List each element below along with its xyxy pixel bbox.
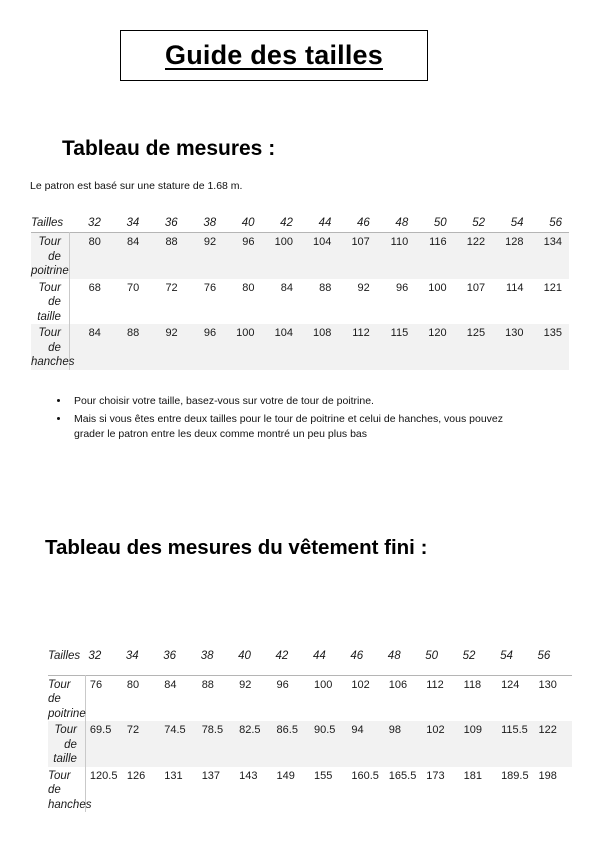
header-size-34: 34 <box>126 217 140 229</box>
finished-garment-table <box>48 650 572 812</box>
cell-hanches-42: 149 <box>276 769 295 782</box>
table-row <box>48 767 572 813</box>
measurements-table <box>31 217 569 370</box>
cell-hanches-50: 173 <box>426 769 445 782</box>
cell-poitrine-48: 110 <box>390 236 409 248</box>
header-size-44: 44 <box>318 217 332 229</box>
cell-taille-38: 78.5 <box>201 724 224 736</box>
header-size-32: 32 <box>88 217 101 229</box>
header-size-34: 34 <box>125 650 139 662</box>
cell-hanches-36: 131 <box>164 769 183 782</box>
cell-taille-34: 72 <box>126 724 140 736</box>
header-size-52: 52 <box>472 217 486 229</box>
cell-poitrine-40: 92 <box>239 678 252 691</box>
cell-poitrine-54: 124 <box>501 678 520 691</box>
cell-taille-38: 76 <box>203 281 217 294</box>
cell-taille-44: 88 <box>319 281 332 294</box>
cell-taille-54: 115.5 <box>501 724 528 736</box>
cell-poitrine-36: 88 <box>165 236 178 248</box>
cell-hanches-44: 108 <box>313 327 332 339</box>
cell-taille-56: 121 <box>543 281 562 294</box>
cell-hanches-54: 130 <box>505 327 524 339</box>
list-item: • Pour choisir votre taille, basez-vous sur votre de tour de poitrine. <box>70 394 525 410</box>
measurements-table-head <box>31 217 569 233</box>
cell-taille-54: 114 <box>505 281 524 294</box>
header-size-48: 48 <box>395 217 409 229</box>
cell-hanches-34: 88 <box>127 327 140 339</box>
cell-hanches-38: 96 <box>203 327 217 339</box>
header-size-54: 54 <box>510 217 524 229</box>
cell-taille-42: 86.5 <box>276 724 298 736</box>
header-size-48: 48 <box>387 650 401 662</box>
cell-poitrine-46: 107 <box>351 236 370 248</box>
cell-poitrine-38: 92 <box>203 236 217 248</box>
cell-hanches-44: 155 <box>313 769 333 782</box>
document-title-box <box>120 30 428 81</box>
cell-poitrine-56: 130 <box>538 678 557 691</box>
row-label-poitrine: Tour de poitrine <box>48 675 85 721</box>
header-size-56: 56 <box>549 217 562 229</box>
cell-poitrine-54: 128 <box>505 236 524 248</box>
row-label-hanches: Tour de hanches <box>31 324 69 370</box>
cell-hanches-50: 120 <box>428 327 447 339</box>
cell-hanches-36: 92 <box>165 327 178 339</box>
table-row <box>31 324 569 370</box>
header-size-36: 36 <box>163 650 177 662</box>
cell-taille-32: 68 <box>88 281 101 294</box>
cell-hanches-40: 143 <box>239 769 258 782</box>
table-row <box>48 675 572 721</box>
list-item: • Mais si vous êtes entre deux tailles pour le tour de poitrine et celui de hanches, vous pouvez grader le patron entre les deux comme montré un peu plus bas <box>70 412 525 443</box>
header-size-42: 42 <box>280 217 293 229</box>
header-size-54: 54 <box>500 650 513 662</box>
section-heading-measurements: Tableau de mesures : <box>62 137 276 160</box>
page-title: Guide des tailles <box>165 40 383 70</box>
table-header-row <box>48 650 572 675</box>
cell-poitrine-42: 96 <box>276 678 289 691</box>
cell-poitrine-52: 118 <box>463 678 482 691</box>
cell-taille-56: 122 <box>538 724 557 736</box>
cell-hanches-42: 104 <box>274 327 293 339</box>
cell-poitrine-38: 88 <box>201 678 214 691</box>
header-size-56: 56 <box>537 650 551 662</box>
cell-taille-52: 109 <box>463 724 482 736</box>
intro-stature-note: Le patron est basé sur une stature de 1.68 m. <box>30 180 243 192</box>
cell-taille-36: 74.5 <box>164 724 186 736</box>
measurements-table-body <box>31 233 569 370</box>
header-size-46: 46 <box>350 650 364 662</box>
cell-taille-48: 98 <box>388 724 402 736</box>
cell-taille-52: 107 <box>466 281 486 294</box>
table-row <box>48 721 572 767</box>
cell-taille-44: 90.5 <box>313 724 336 736</box>
row-label-taille: Tour de taille <box>31 279 69 325</box>
cell-hanches-48: 115 <box>390 327 409 339</box>
cell-hanches-56: 135 <box>543 327 562 339</box>
cell-hanches-54: 189.5 <box>501 769 529 782</box>
header-size-38: 38 <box>203 217 217 229</box>
header-size-50: 50 <box>425 650 439 662</box>
cell-hanches-46: 112 <box>352 327 370 339</box>
cell-hanches-40: 100 <box>236 327 255 339</box>
cell-poitrine-34: 80 <box>126 678 140 691</box>
cell-poitrine-56: 134 <box>543 236 562 248</box>
cell-poitrine-50: 116 <box>429 236 447 248</box>
table-header-row <box>31 217 569 233</box>
cell-poitrine-40: 96 <box>242 236 255 248</box>
row-label-hanches: Tour de hanches <box>48 767 85 813</box>
header-size-42: 42 <box>275 650 289 662</box>
cell-taille-32: 69.5 <box>89 724 112 736</box>
header-tailles: Tailles <box>31 217 64 229</box>
cell-poitrine-44: 104 <box>313 236 332 248</box>
cell-taille-48: 96 <box>395 281 409 294</box>
cell-poitrine-32: 80 <box>88 236 101 248</box>
header-size-40: 40 <box>238 650 251 662</box>
header-size-44: 44 <box>312 650 326 662</box>
section-heading-finished-garment: Tableau des mesures du vêtement fini : <box>45 536 428 559</box>
cell-poitrine-52: 122 <box>466 236 486 248</box>
header-size-52: 52 <box>462 650 476 662</box>
cell-poitrine-42: 100 <box>274 236 293 248</box>
guidance-bullet-list <box>48 394 525 445</box>
cell-poitrine-36: 84 <box>164 678 177 691</box>
table-row <box>31 279 569 325</box>
cell-hanches-38: 137 <box>201 769 221 782</box>
cell-taille-40: 82.5 <box>239 724 261 736</box>
header-size-32: 32 <box>88 650 102 662</box>
header-size-40: 40 <box>241 217 255 229</box>
cell-taille-40: 80 <box>242 281 255 294</box>
row-label-taille: Tour de taille <box>48 721 85 767</box>
cell-hanches-46: 160.5 <box>351 769 379 782</box>
cell-poitrine-50: 112 <box>426 678 444 691</box>
cell-poitrine-46: 102 <box>351 678 370 691</box>
cell-taille-46: 92 <box>357 281 370 294</box>
finished-garment-table-body <box>48 675 572 812</box>
cell-hanches-48: 165.5 <box>388 769 417 782</box>
header-size-46: 46 <box>357 217 370 229</box>
cell-hanches-52: 125 <box>466 327 486 339</box>
cell-poitrine-48: 106 <box>388 678 408 691</box>
finished-garment-table-head <box>48 650 572 675</box>
row-label-poitrine: Tour de poitrine <box>31 233 69 279</box>
table-row <box>31 233 569 279</box>
cell-poitrine-34: 84 <box>127 236 140 248</box>
cell-taille-46: 94 <box>351 724 364 736</box>
cell-hanches-56: 198 <box>538 769 557 782</box>
cell-taille-34: 70 <box>127 281 140 294</box>
header-tailles: Tailles <box>48 650 81 662</box>
cell-taille-36: 72 <box>165 281 178 294</box>
header-size-38: 38 <box>200 650 214 662</box>
cell-hanches-52: 181 <box>463 769 482 782</box>
cell-hanches-32: 84 <box>88 327 101 339</box>
header-size-36: 36 <box>164 217 178 229</box>
cell-taille-50: 102 <box>426 724 445 736</box>
cell-taille-50: 100 <box>428 281 447 294</box>
cell-poitrine-32: 76 <box>89 678 103 691</box>
cell-hanches-34: 126 <box>126 769 146 782</box>
cell-hanches-32: 120.5 <box>89 769 118 782</box>
cell-poitrine-44: 100 <box>313 678 333 691</box>
cell-taille-42: 84 <box>280 281 293 294</box>
header-size-50: 50 <box>433 217 447 229</box>
